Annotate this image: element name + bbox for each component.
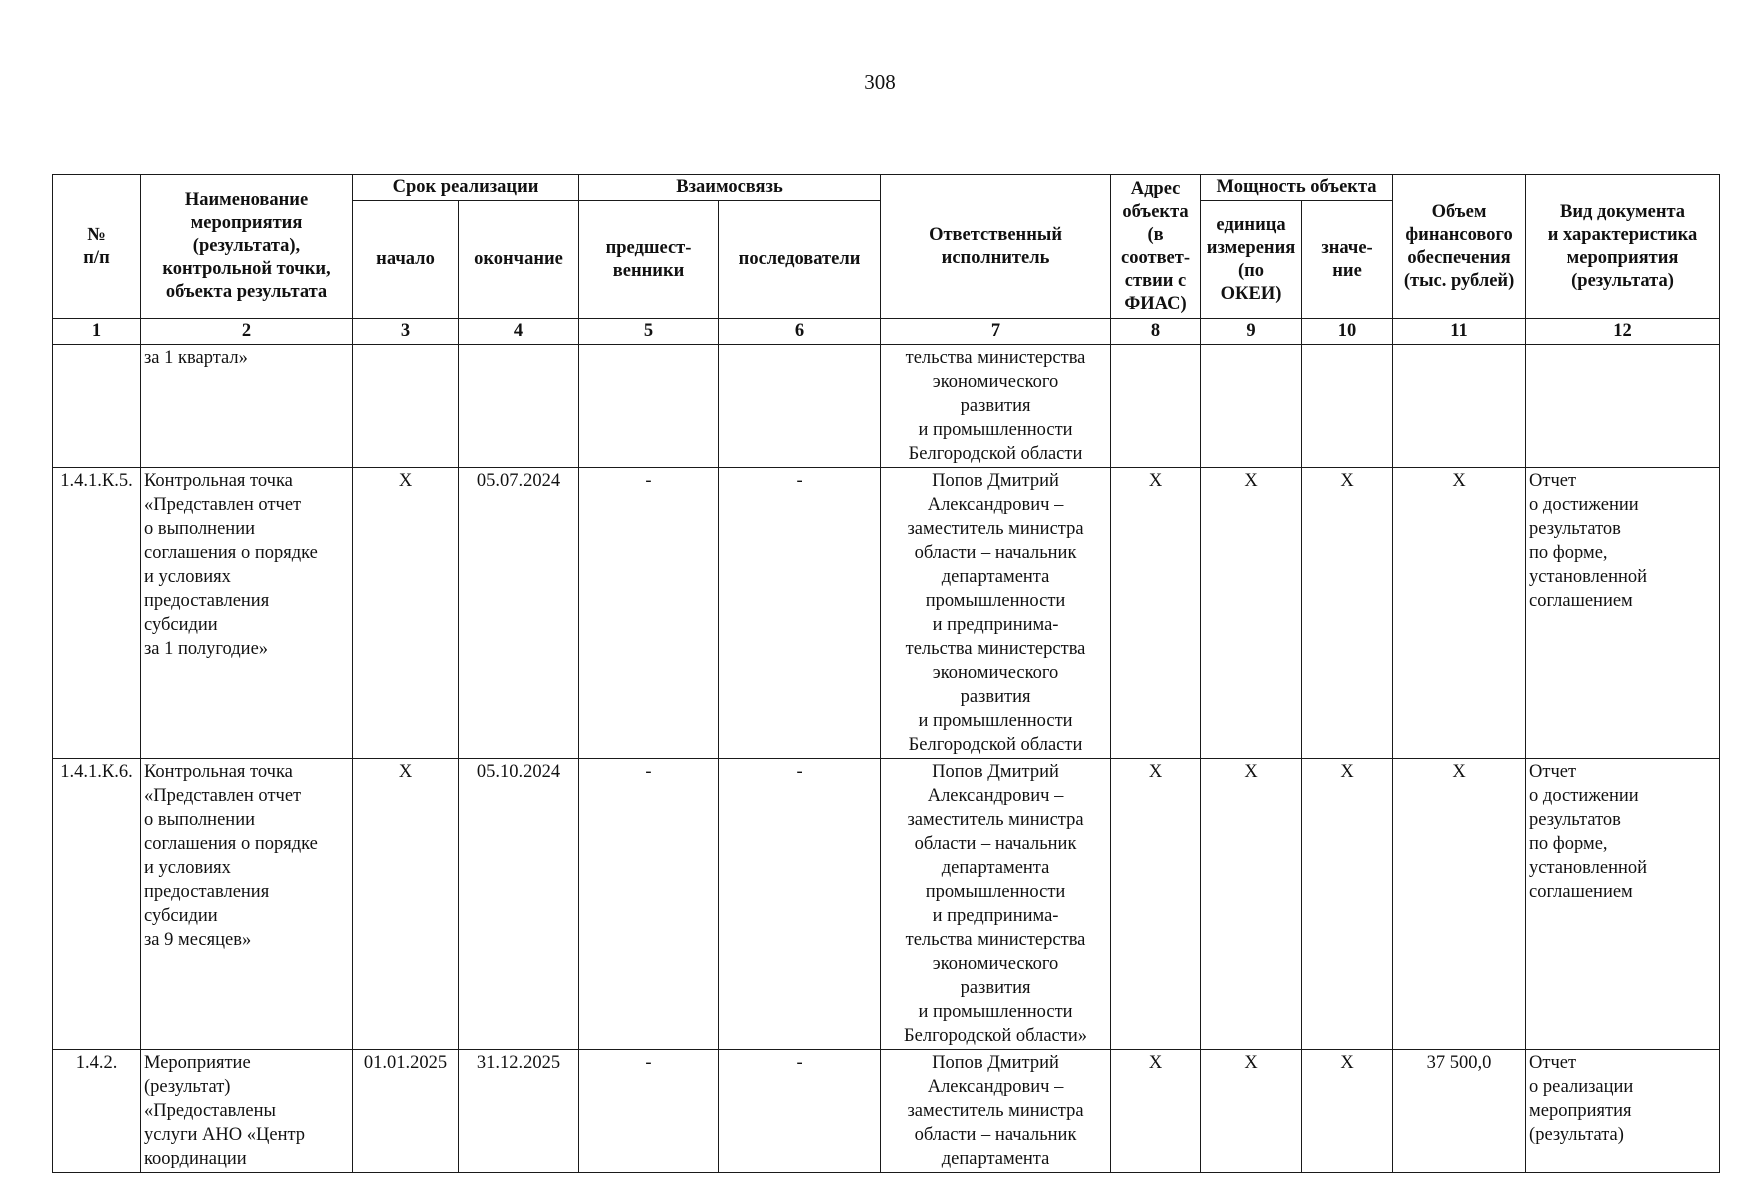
cell-successors bbox=[719, 345, 881, 468]
column-number: 7 bbox=[881, 319, 1111, 345]
table-row bbox=[53, 759, 1720, 1050]
cell-document: Отчет о достижении результатов по форме, установленной соглашением bbox=[1526, 759, 1720, 1050]
project-plan-table bbox=[52, 174, 1720, 1173]
column-number: 9 bbox=[1201, 319, 1302, 345]
table-row bbox=[53, 468, 1720, 759]
column-number: 1 bbox=[53, 319, 141, 345]
cell-successors: - bbox=[719, 468, 881, 759]
cell-capacity-value bbox=[1302, 345, 1393, 468]
header-capacity-value: значе- ние bbox=[1302, 201, 1393, 319]
cell-address: X bbox=[1111, 759, 1201, 1050]
column-number: 11 bbox=[1393, 319, 1526, 345]
cell-start: X bbox=[353, 468, 459, 759]
cell-end: 05.07.2024 bbox=[459, 468, 579, 759]
header-name: Наименование мероприятия (результата), контрольной точки, объекта результата bbox=[141, 175, 353, 319]
header-term-start: начало bbox=[353, 201, 459, 319]
page-number: 308 bbox=[864, 70, 896, 94]
header-term-end: окончание bbox=[459, 201, 579, 319]
cell-successors: - bbox=[719, 759, 881, 1050]
cell-name: Контрольная точка «Представлен отчет о выполнении соглашения о порядке и условиях предоставления субсидии за 9 месяцев» bbox=[141, 759, 353, 1050]
cell-document: Отчет о достижении результатов по форме, установленной соглашением bbox=[1526, 468, 1720, 759]
cell-finance: X bbox=[1393, 468, 1526, 759]
cell-predecessors: - bbox=[579, 1050, 719, 1173]
cell-finance: 37 500,0 bbox=[1393, 1050, 1526, 1173]
cell-address bbox=[1111, 345, 1201, 468]
cell-number: 1.4.2. bbox=[53, 1050, 141, 1173]
cell-end: 05.10.2024 bbox=[459, 759, 579, 1050]
header-capacity-group: Мощность объекта bbox=[1201, 175, 1393, 201]
header-successors: последователи bbox=[719, 201, 881, 319]
column-number: 5 bbox=[579, 319, 719, 345]
cell-capacity-unit: X bbox=[1201, 1050, 1302, 1173]
table-row bbox=[53, 1050, 1720, 1173]
cell-capacity-value: X bbox=[1302, 759, 1393, 1050]
cell-number bbox=[53, 345, 141, 468]
column-number: 3 bbox=[353, 319, 459, 345]
cell-name: Мероприятие (результат) «Предоставлены услуги АНО «Центр координации bbox=[141, 1050, 353, 1173]
cell-start: 01.01.2025 bbox=[353, 1050, 459, 1173]
cell-capacity-unit bbox=[1201, 345, 1302, 468]
cell-predecessors bbox=[579, 345, 719, 468]
cell-capacity-value: X bbox=[1302, 1050, 1393, 1173]
cell-finance: X bbox=[1393, 759, 1526, 1050]
cell-capacity-unit: X bbox=[1201, 759, 1302, 1050]
cell-responsible: Попов Дмитрий Александрович – заместитель министра области – начальник департамента bbox=[881, 1050, 1111, 1173]
cell-successors: - bbox=[719, 1050, 881, 1173]
header-predecessors: предшест- венники bbox=[579, 201, 719, 319]
cell-name: Контрольная точка «Представлен отчет о выполнении соглашения о порядке и условиях предоставления субсидии за 1 полугодие» bbox=[141, 468, 353, 759]
cell-capacity-value: X bbox=[1302, 468, 1393, 759]
cell-predecessors: - bbox=[579, 468, 719, 759]
cell-finance bbox=[1393, 345, 1526, 468]
header-capacity-unit: единица измерения (по ОКЕИ) bbox=[1201, 201, 1302, 319]
cell-capacity-unit: X bbox=[1201, 468, 1302, 759]
column-number: 12 bbox=[1526, 319, 1720, 345]
cell-number: 1.4.1.К.6. bbox=[53, 759, 141, 1050]
cell-document: Отчет о реализации мероприятия (результата) bbox=[1526, 1050, 1720, 1173]
column-number: 6 bbox=[719, 319, 881, 345]
cell-start: X bbox=[353, 759, 459, 1050]
cell-address: X bbox=[1111, 1050, 1201, 1173]
header-term-group: Срок реализации bbox=[353, 175, 579, 201]
cell-address: X bbox=[1111, 468, 1201, 759]
header-link-group: Взаимосвязь bbox=[579, 175, 881, 201]
cell-end: 31.12.2025 bbox=[459, 1050, 579, 1173]
cell-responsible: Попов Дмитрий Александрович – заместитель министра области – начальник департамента промышленности и предпринима- тельства министерства экономического развития и промышленности Белгородской области» bbox=[881, 759, 1111, 1050]
cell-document bbox=[1526, 345, 1720, 468]
header-number: № п/п bbox=[53, 175, 141, 319]
header-responsible: Ответственный исполнитель bbox=[881, 175, 1111, 319]
cell-responsible: тельства министерства экономического развития и промышленности Белгородской области bbox=[881, 345, 1111, 468]
table-row bbox=[53, 345, 1720, 468]
cell-start bbox=[353, 345, 459, 468]
cell-end bbox=[459, 345, 579, 468]
column-number: 2 bbox=[141, 319, 353, 345]
cell-responsible: Попов Дмитрий Александрович – заместитель министра области – начальник департамента промышленности и предпринима- тельства министерства экономического развития и промышленности Белгородской области bbox=[881, 468, 1111, 759]
column-number: 10 bbox=[1302, 319, 1393, 345]
cell-number: 1.4.1.К.5. bbox=[53, 468, 141, 759]
cell-predecessors: - bbox=[579, 759, 719, 1050]
cell-name: за 1 квартал» bbox=[141, 345, 353, 468]
column-number: 8 bbox=[1111, 319, 1201, 345]
header-address: Адрес объекта (в соответ- ствии с ФИАС) bbox=[1111, 175, 1201, 319]
column-number: 4 bbox=[459, 319, 579, 345]
header-finance: Объем финансового обеспечения (тыс. рублей) bbox=[1393, 175, 1526, 319]
header-document: Вид документа и характеристика мероприятия (результата) bbox=[1526, 175, 1720, 319]
